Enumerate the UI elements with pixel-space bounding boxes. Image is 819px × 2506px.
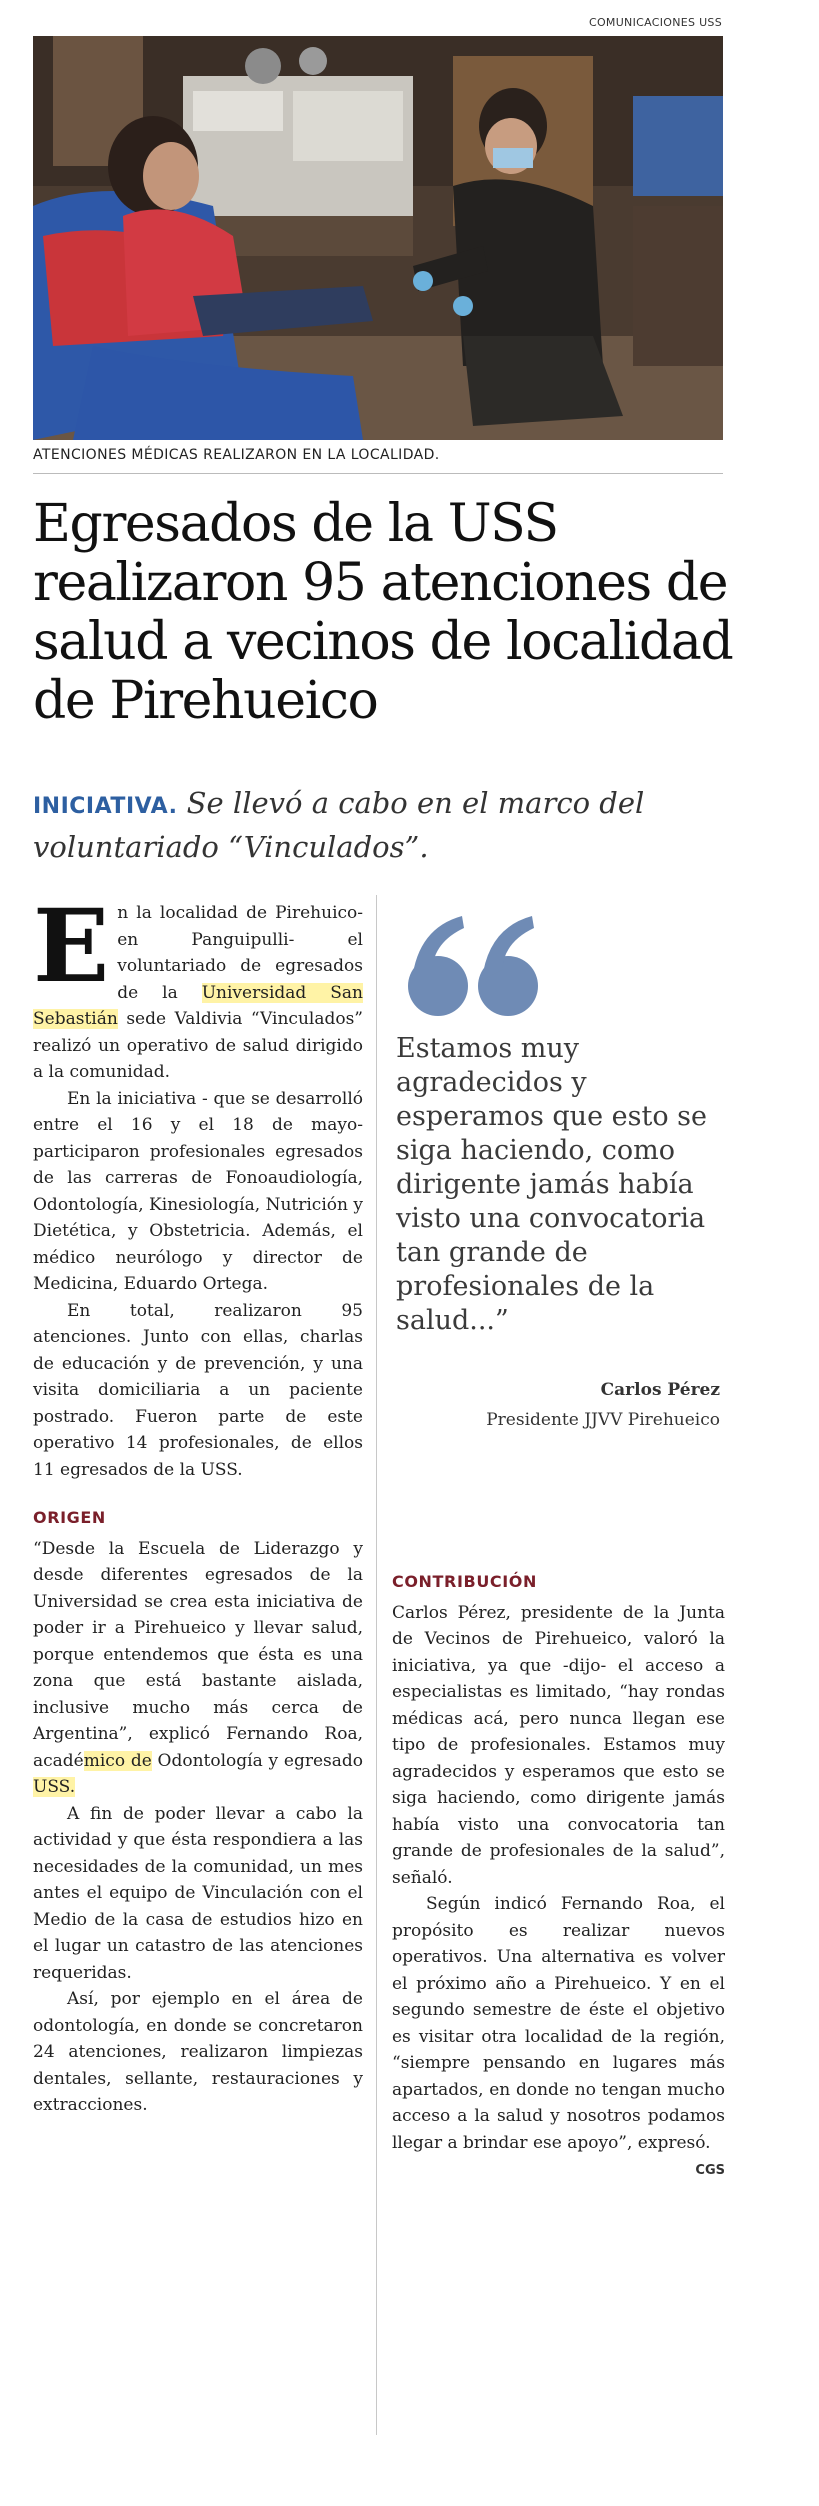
pull-quote-role: Presidente JJVV Pirehueico	[486, 1410, 720, 1430]
paragraph-7: Carlos Pérez, presidente de la Junta de Vecinos de Pirehueico, valoró la iniciativa, ya que -dijo- el acceso a especialistas es limitado, “hay rondas médicas acá, pero nunca llegan ese tipo de profesionales. Estamos muy agradecidos y esperamos que esto se siga haciendo, como dirigente jamás había visto una convocatoria tan grande de profesionales de la salud”, señaló.	[392, 1602, 725, 1888]
paragraph-1	[33, 887, 363, 1086]
section-heading-origin: ORIGEN	[33, 1508, 106, 1527]
pull-quote-text: Estamos muy agradecidos y esperamos que esto se siga haciendo, como dirigente jamás había visto una convocatoria tan grande de profesionales de la salud...”	[396, 1033, 707, 1336]
paragraph-6: Así, por ejemplo en el área de odontología, en donde se concretaron 24 atenciones, realizaron limpiezas dentales, sellante, restauraciones y extracciones.	[33, 1989, 363, 2115]
deck-text: Se llevó a cabo en el marco del voluntariado “Vinculados”.	[33, 786, 645, 864]
left-column	[33, 887, 363, 2119]
deck-kicker: INICIATIVA.	[33, 794, 178, 819]
photo-credit: COMUNICACIONES USS	[588, 16, 722, 29]
pull-quote-author: Carlos Pérez	[600, 1380, 720, 1400]
p1-lead: n la localidad de Pirehuico- en Panguipulli- el voluntariado de egresados de la	[117, 903, 363, 1003]
paragraph-8: Según indicó Fernando Roa, el propósito es realizar nuevos operativos. Una alternativa es volver el próximo año a Pirehueico. Y en el segundo semestre de éste el objetivo es visitar otra localidad de la región, “siempre pensando en lugares más apartados, en donde no tengan mucho acceso a la salud y nosotros podamos llegar a brindar ese apoyo”, expresó.	[392, 1894, 725, 2153]
quote-mark-icon	[400, 908, 550, 1028]
article-headline: Egresados de la USS realizaron 95 atenciones de salud a vecinos de localidad de Pirehueico	[33, 494, 733, 731]
column-divider	[376, 895, 377, 2435]
paragraph-2: En la iniciativa - que se desarrolló entre el 16 y el 18 de mayo- participaron profesionales egresados de las carreras de Fonoaudiología, Odontología, Kinesiología, Nutrición y Dietética, y Obstetricia. Además, el médico neurólogo y director de Medicina, Eduardo Ortega.	[33, 1088, 363, 1294]
university-name: Universidad San Sebastián	[33, 982, 363, 1029]
article-deck	[33, 783, 733, 868]
p4-highlight-2: USS.	[33, 1777, 76, 1797]
paragraph-3: En total, realizaron 95 atenciones. Junto con ellas, charlas de educación y de prevención, y una visita domiciliaria a un paciente postrado. Fueron parte de este operativo 14 profesionales, de ellos 11 egresados de la USS.	[33, 1300, 363, 1480]
p4-mid: Odontología y egresado	[151, 1750, 363, 1771]
end-mark: CGS	[695, 2163, 725, 2178]
drop-cap: E	[33, 887, 110, 1005]
paragraph-4	[33, 1536, 363, 1801]
p4-highlight-1: mico de	[83, 1750, 152, 1771]
photo-caption: ATENCIONES MÉDICAS REALIZARON EN LA LOCALIDAD.	[33, 447, 723, 474]
p4-lead: “Desde la Escuela de Liderazgo y desde diferentes egresados de la Universidad se crea esta iniciativa de poder ir a Pirehueico y llevar salud, porque entendemos que ésta es una zona que está bastante aislada, inclusive mucho más cerca de Argentina”, explicó Fernando Roa, acadé	[33, 1538, 363, 1771]
right-column	[392, 1547, 725, 2185]
section-heading-contribution: CONTRIBUCIÓN	[392, 1572, 537, 1591]
article-photo	[33, 36, 723, 440]
p1-rest: sede Valdivia “Vinculados” realizó un operativo de salud dirigido a la comunidad.	[33, 1009, 363, 1082]
paragraph-5: A fin de poder llevar a cabo la actividad y que ésta respondiera a las necesidades de la comunidad, un mes antes el equipo de Vinculación con el Medio de la casa de estudios hizo en el lugar un catastro de las atenciones requeridas.	[33, 1803, 363, 1983]
